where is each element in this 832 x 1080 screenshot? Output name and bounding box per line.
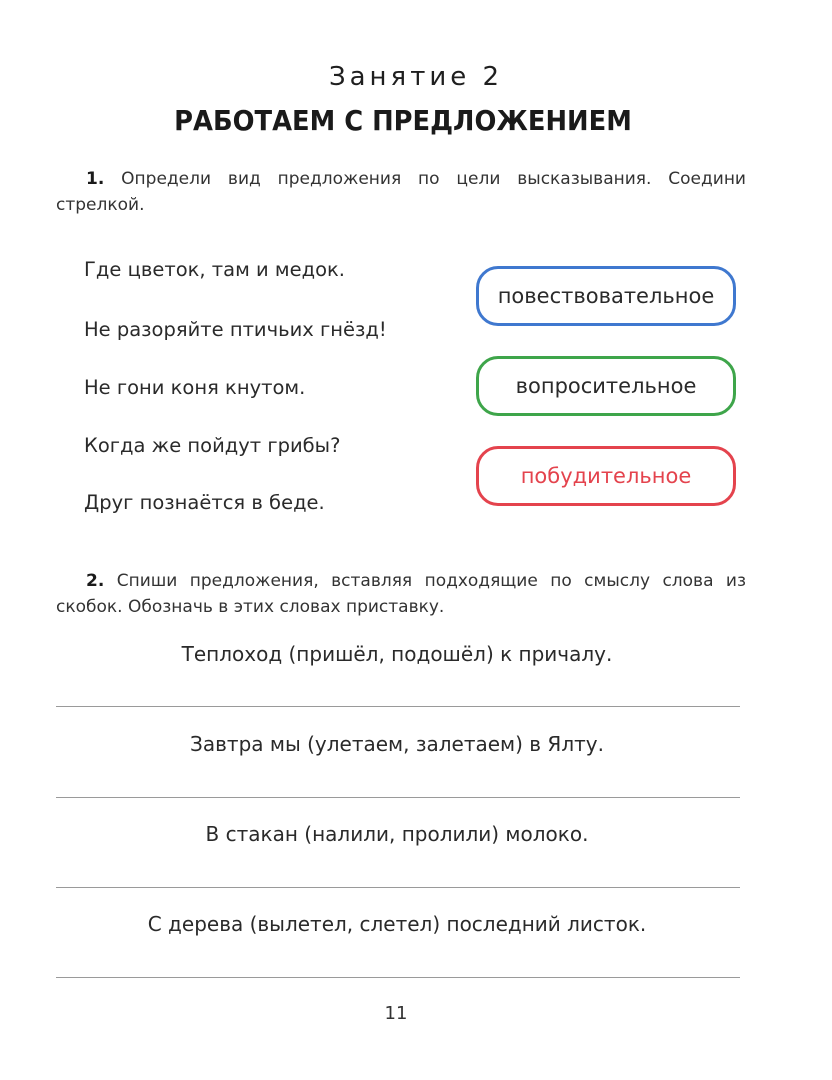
task-1-text: Определи вид предложения по цели высказывания. Соедини стрелкой.: [56, 169, 746, 215]
exercise-sentence: Завтра мы (улетаем, залетаем) в Ялту.: [190, 732, 604, 756]
exercise-sentence: Теплоход (пришёл, подошёл) к причалу.: [181, 642, 613, 666]
task-1-number: 1.: [86, 169, 105, 189]
sentence-item: Когда же пойдут грибы?: [84, 434, 341, 457]
exercise-sentence: С дерева (вылетел, слетел) последний листок.: [147, 912, 647, 936]
task-2-text: Спиши предложения, вставляя подходящие по смыслу слова из скобок. Обозначь в этих словах приставку.: [56, 571, 746, 617]
lesson-label: Занятие 2: [328, 62, 504, 92]
task-2-number: 2.: [86, 571, 105, 591]
writing-line: [56, 887, 740, 888]
sentence-item: Не разоряйте птичьих гнёзд!: [84, 318, 387, 341]
type-box-label: повествовательное: [497, 284, 715, 308]
page-number: 11: [384, 1003, 408, 1024]
type-box-label: вопросительное: [515, 374, 697, 398]
writing-line: [56, 977, 740, 978]
sentence-item: Не гони коня кнутом.: [84, 376, 306, 399]
task-1-instruction: [56, 166, 746, 218]
type-box-label: побудительное: [520, 464, 692, 488]
writing-line: [56, 706, 740, 707]
sentence-item: Друг познаётся в беде.: [84, 491, 325, 514]
task-2-instruction: [56, 568, 746, 620]
sentence-item: Где цветок, там и медок.: [84, 258, 345, 281]
type-box-interrogative: [476, 356, 736, 416]
page-title: РАБОТАЕМ С ПРЕДЛОЖЕНИЕМ: [174, 104, 632, 137]
exercise-sentence: В стакан (налили, пролили) молоко.: [205, 822, 589, 846]
type-box-narrative: [476, 266, 736, 326]
type-box-imperative: [476, 446, 736, 506]
writing-line: [56, 797, 740, 798]
